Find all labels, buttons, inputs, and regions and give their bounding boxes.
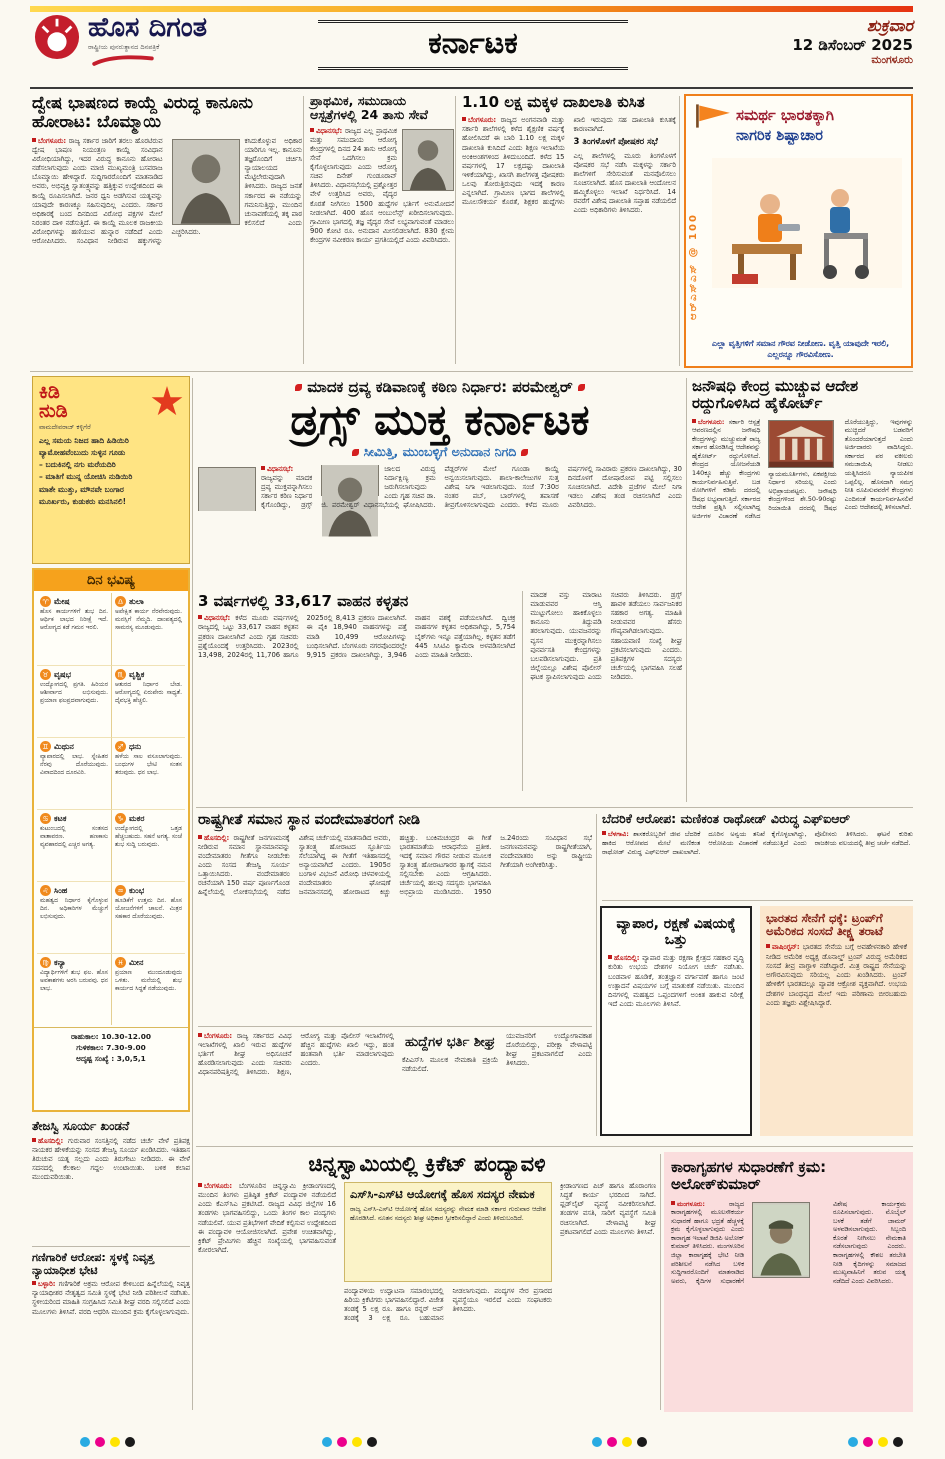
horoscope-box [32, 568, 190, 1112]
header-rule [30, 87, 913, 89]
article-headline: 3 ವರ್ಷಗಳಲ್ಲಿ 33,617 ವಾಹನ ಕಳ್ಳತನ [198, 592, 409, 611]
article-body: ಭಾರತದ ಸೇನೆಯ ಬಗ್ಗೆ ಅವಹೇಳನಕಾರಿ ಹೇಳಿಕೆ ನೀಡಿದ ಅಮೆರಿಕ ಅಧ್ಯಕ್ಷ ಡೊನಾಲ್ಡ್ ಟ್ರಂಪ್ ವಿರುದ್ಧ ಅಮೆರಿಕದ ಸಂಸದೆ ತೀವ್ರ ವಾಗ್ದಾಳಿ ನಡೆಸಿದ್ದಾರೆ. ಮಿತ್ರ ರಾಷ್ಟ್ರದ ಸೇನೆಯನ್ನು ಅಗೌರವಿಸುವುದು ಸರಿಯಲ್ಲ ಎಂದು ಖಂಡಿಸಿದರು. ಟ್ರಂಪ್ ಹೇಳಿಕೆಗೆ ಭಾರತದಲ್ಲೂ ವ್ಯಾಪಕ ಆಕ್ರೋಶ ವ್ಯಕ್ತವಾಗಿದೆ. ಉಭಯ ದೇಶಗಳ ಬಾಂಧವ್ಯದ ಮೇಲೆ ಇದು ಪರಿಣಾಮ ಬೀರಬಹುದು ಎಂದು ತಜ್ಞರು ವಿಶ್ಲೇಷಿಸಿದ್ದಾರೆ. [766, 943, 907, 1007]
registration-marks [848, 1437, 903, 1447]
article-body: ಮಂಗಳೂರಿನ ಜಿಲ್ಲಾ ಕಾರಾಗೃಹಕ್ಕೆ ಭೇಟಿ ನೀಡಿ ಪರಿಶೀಲನೆ ನಡೆಸಿದ ಬಳಿಕ ಸುದ್ದಿಗಾರರೊಂದಿಗೆ ಮಾತನಾಡಿದ ಅವರು, ಕೈದಿಗಳ ಸುಧಾರಣೆಗೆ ವಿಶೇಷ ಕಾರ್ಯಕ್ರಮ ರೂಪಿಸಲಾಗುವುದು. ಮೊಬೈಲ್ ಬಳಕೆ ತಡೆಗೆ ಜಾಮರ್ ಅಳವಡಿಸಲಾಗುವುದು. ಸಿಬ್ಬಂದಿ ಕೊರತೆ ನೀಗಿಸಲು ನೇಮಕಾತಿ ನಡೆಸಲಾಗುವುದು ಎಂದರು. ಕಾರಾಗೃಹಗಳಲ್ಲಿ ಕೌಶಲ ತರಬೇತಿ ನೀಡಿ ಕೈದಿಗಳನ್ನು ಸಮಾಜದ ಮುಖ್ಯವಾಹಿನಿಗೆ ತರುವ ಯತ್ನ ನಡೆದಿದೆ ಎಂದು ವಿವರಿಸಿದರು. [671, 1199, 906, 1285]
kidi-line: ಮಾತೇ ಮುತ್ತು, ಮೌನವೇ ಬಂಗಾರ [39, 484, 124, 494]
horoscope-sign [111, 665, 185, 737]
article-headline: ದ್ವೇಷ ಭಾಷಣದ ಕಾಯ್ದೆ ವಿರುದ್ಧ ಕಾನೂನು ಹೋರಾಟ: ಬೊಮ್ಮಾಯಿ [32, 93, 253, 131]
column-rule [686, 378, 687, 802]
dateline: ಬೆಂಗಳೂರು: [462, 116, 496, 124]
article-body: ಪಂದ್ಯಾವಳಿಯ ಉದ್ಘಾಟನಾ ಸಮಾರಂಭದಲ್ಲಿ ಹಿರಿಯ ಕ್ರಿಕೆಟಿಗರು ಭಾಗವಹಿಸಲಿದ್ದಾರೆ. ವಿಜೇತ ತಂಡಕ್ಕೆ 5 ಲಕ್ಷ ರೂ. ಹಾಗೂ ರನ್ನರ್ ಅಪ್ ತಂಡಕ್ಕೆ 3 ಲಕ್ಷ ರೂ. ಬಹುಮಾನ ನೀಡಲಾಗುವುದು. ಪಂದ್ಯಗಳ ನೇರ ಪ್ರಸಾರದ ವ್ಯವಸ್ಥೆಯೂ ಇರಲಿದೆ ಎಂದು ಸಂಘಟಕರು ತಿಳಿಸಿದರು. [344, 1287, 552, 1323]
cricket-body-left [198, 1182, 336, 1400]
kidi-line: – ಮಾತಿಗೆ ಮುನ್ನ ಯೋಚಿಸಿ ನುಡಿಯಿರಿ [39, 472, 133, 482]
zodiac-text: ವಿದ್ಯಾರ್ಥಿಗಳಿಗೆ ಶುಭ ಫಲ. ಹೊಸ ಅವಕಾಶಗಳು ಅರಸಿ ಬರುವವು. ಧನ ಲಾಭ. [40, 969, 108, 993]
article-body: ಯುವಜನರಿಗೆ ಉದ್ಯೋಗಾವಕಾಶ ದೊರೆಯಲಿದ್ದು, ಪರೀಕ್ಷಾ ವೇಳಾಪಟ್ಟಿ ಶೀಘ್ರ ಪ್ರಕಟವಾಗಲಿದೆ ಎಂದು ತಿಳಿಸಿದರು. [506, 1032, 592, 1068]
article-vandemataram [198, 812, 592, 1020]
article-headline: ರಾಷ್ಟ್ರಗೀತೆ ಸಮಾನ ಸ್ಥಾನ ವಂದೇಮಾತರಂಗೆ ನೀಡಿ [198, 812, 421, 828]
article-body: ರಾಜ್ಯದ ಎಲ್ಲ ಪ್ರಾಥಮಿಕ ಮತ್ತು ಸಮುದಾಯ ಆರೋಗ್ಯ ಕೇಂದ್ರಗಳಲ್ಲಿ ದಿನದ 24 ತಾಸು ಆರೋಗ್ಯ ಸೇವೆ ಒದಗಿಸಲು ಕ್ರಮ ಕೈಗೊಳ್ಳಲಾಗುವುದು ಎಂದು ಆರೋಗ್ಯ ಸಚಿವ ದಿನೇಶ್ ಗುಂಡೂರಾವ್ ತಿಳಿಸಿದರು. ವಿಧಾನಸಭೆಯಲ್ಲಿ ಪ್ರಶ್ನೋತ್ತರ ವೇಳೆ ಉತ್ತರಿಸಿದ ಅವರು, ವೈದ್ಯರ ಕೊರತೆ ನೀಗಿಸಲು 1500 ಹುದ್ದೆಗಳ ಭರ್ತಿಗೆ ಅನುಮೋದನೆ ನೀಡಲಾಗಿದೆ. 400 ಹೊಸ ಆಂಬುಲೆನ್ಸ್ ಖರೀದಿಸಲಾಗುವುದು. ಗ್ರಾಮೀಣ ಭಾಗದಲ್ಲಿ ತಜ್ಞ ವೈದ್ಯರ ಸೇವೆ ಲಭ್ಯವಾಗುವಂತೆ ಮಾಡಲು 900 ಕೋಟಿ ರೂ. ಅನುದಾನ ಮೀಸಲಿಡಲಾಗಿದೆ. 830 ಕ್ಷೇಮ ಕೇಂದ್ರಗಳ ನವೀಕರಣ ಕಾರ್ಯ ಪ್ರಗತಿಯಲ್ಲಿದೆ ಎಂದು ವಿವರಿಸಿದರು. [310, 126, 454, 244]
horoscope-sign [111, 593, 185, 665]
zodiac-icon: ♑ [115, 813, 126, 824]
hiring-body-right [506, 1032, 592, 1140]
column-rule [679, 96, 680, 366]
masthead-tagline: ರಾಷ್ಟ್ರೀಯ ಪುನರುತ್ಥಾನದ ದಿನಪತ್ರಿಕೆ [88, 43, 160, 51]
yellow-dot [878, 1437, 888, 1447]
article-bommai [32, 94, 302, 363]
horoscope-sign [111, 953, 185, 1025]
article-body: ಕಳೆದ ಮೂರು ವರ್ಷಗಳಲ್ಲಿ ರಾಜ್ಯದಲ್ಲಿ ಒಟ್ಟು 33,617 ವಾಹನ ಕಳ್ಳತನ ಪ್ರಕರಣ ದಾಖಲಾಗಿವೆ ಎಂದು ಗೃಹ ಸಚಿವರು ಪ್ರಶ್ನೆಯೊಂದಕ್ಕೆ ಉತ್ತರಿಸಿದರು. 2023ರಲ್ಲಿ 13,498, 2024ರಲ್ಲಿ 11,706 ಹಾಗೂ 2025ರಲ್ಲಿ 8,413 ಪ್ರಕರಣ ದಾಖಲಾಗಿವೆ. ಈ ಪೈಕಿ 18,940 ವಾಹನಗಳನ್ನು ಪತ್ತೆ ಮಾಡಿ 10,499 ಆರೋಪಿಗಳನ್ನು ಬಂಧಿಸಲಾಗಿದೆ. ಬೆಂಗಳೂರು ನಗರವೊಂದರಲ್ಲೇ 9,915 ಪ್ರಕರಣ ದಾಖಲಾಗಿದ್ದು, 3,946 ವಾಹನ ವಶಕ್ಕೆ ಪಡೆಯಲಾಗಿದೆ. ದ್ವಿಚಕ್ರ ವಾಹನಗಳ ಕಳ್ಳತನ ಅಧಿಕವಾಗಿದ್ದು, 5,754 ಬೈಕ್‌ಗಳು ಇನ್ನೂ ಪತ್ತೆಯಾಗಿಲ್ಲ. ಕಳ್ಳತನ ತಡೆಗೆ 445 ಸಿಸಿಟಿವಿ ಕ್ಯಾಮೆರಾ ಅಳವಡಿಸಲಾಗಿದೆ ಎಂದು ಮಾಹಿತಿ ನೀಡಿದರು. [198, 614, 516, 659]
zodiac-icon: ♊ [40, 741, 51, 752]
article-body: ರಾಜ್ಯ ಸರ್ಕಾರದ ವಿವಿಧ ಇಲಾಖೆಗಳಲ್ಲಿ ಖಾಲಿ ಇರುವ ಹುದ್ದೆಗಳ ಭರ್ತಿಗೆ ಶೀಘ್ರ ಅಧಿಸೂಚನೆ ಹೊರಡಿಸಲಾಗುವುದು ಎಂದು ಸಚಿವರು ವಿಧಾನಪರಿಷತ್ತಿನಲ್ಲಿ ತಿಳಿಸಿದರು. ಶಿಕ್ಷಣ, ಆರೋಗ್ಯ ಮತ್ತು ಪೊಲೀಸ್ ಇಲಾಖೆಗಳಲ್ಲಿ ಹೆಚ್ಚಿನ ಹುದ್ದೆಗಳು ಖಾಲಿ ಇದ್ದು, ಹಂತ ಹಂತವಾಗಿ ಭರ್ತಿ ಮಾಡಲಾಗುವುದು ಎಂದರು. [198, 1032, 394, 1077]
column-rule [596, 814, 597, 1136]
cricket-body-center [344, 1287, 552, 1395]
registration-marks [592, 1437, 647, 1447]
kicker-text: ಮಾದಕ ದ್ರವ್ಯ ಕಡಿವಾಣಕ್ಕೆ ಕಠಿಣ ನಿರ್ಧಾರ: ಪರಮೇಶ್ವರ್ [307, 378, 573, 396]
article-hiring [198, 1032, 592, 1140]
yellow-dot [110, 1437, 120, 1447]
ornament-icon [578, 384, 585, 391]
article-headline: ಜನೌಷಧಿ ಕೇಂದ್ರ ಮುಚ್ಚುವ ಆದೇಶ ರದ್ದುಗೊಳಿಸಿದ ಹೈಕೋರ್ಟ್ [692, 377, 859, 413]
article-cricket [198, 1152, 656, 1400]
masthead-title: ಹೊಸ ದಿಗಂತ [88, 12, 208, 43]
article-fir [602, 812, 913, 884]
kidi-nudi-box [32, 376, 190, 564]
divider [32, 1246, 190, 1247]
magenta-dot [863, 1437, 873, 1447]
zodiac-icon: ♉ [40, 669, 51, 680]
article-headline: ಗಣಿಗಾರಿಕೆ ಆರೋಪ: ಸ್ಥಳಕ್ಕೆ ನಿವೃತ್ತ ನ್ಯಾಯಾಧೀಶ ಭೇಟಿ [32, 1251, 155, 1277]
masthead [34, 14, 294, 84]
zodiac-name: ಕುಂಭ [129, 885, 145, 895]
zodiac-text: ಹಳೆಯ ಸಾಲ ವಸೂಲಾಗುವುದು. ಬಂಧುಗಳ ಭೇಟಿ ಸಂತಸ ತರುವುದು. ಧನ ಲಾಭ. [115, 753, 182, 777]
registration-marks [322, 1437, 377, 1447]
kidi-title-1: ಕಿಡಿ [39, 381, 60, 403]
ornament-icon [352, 449, 359, 456]
cyan-dot [592, 1437, 602, 1447]
zodiac-text: ಹೂಡಿಕೆಗೆ ಉತ್ತಮ ದಿನ. ಹೊಸ ಯೋಜನೆಗಳಿಗೆ ಚಾಲನೆ. ಮಿತ್ರರ ಸಹಕಾರ ದೊರೆಯುವುದು. [115, 897, 182, 921]
horoscope-sign [37, 809, 111, 881]
zodiac-text: ಹೊಸ ಕಾರ್ಯಗಳಿಗೆ ಶುಭ ದಿನ. ಆರ್ಥಿಕ ಲಾಭದ ನಿರೀಕ್ಷೆ ಇದೆ. ಆರೋಗ್ಯದ ಕಡೆ ಗಮನ ಇರಲಿ. [40, 608, 108, 632]
zodiac-text: ಉದ್ಯೋಗದಲ್ಲಿ ಪ್ರಗತಿ. ಹಿರಿಯರ ಆಶೀರ್ವಾದ ಲಭಿಸುವುದು. ಪ್ರಯಾಣ ಫಲಪ್ರದವಾಗುವುದು. [40, 681, 108, 705]
dateline: ಮಂಗಳೂರು: [671, 1200, 705, 1208]
ad-illustration [712, 158, 902, 288]
edition-label: ಮಂಗಳೂರು [871, 54, 913, 66]
zodiac-name: ಮೇಷ [54, 596, 70, 606]
horoscope-sign [111, 737, 185, 809]
article-headline: ಬೆದರಿಕೆ ಆರೋಪ: ಮಣಿಕಂತ ರಾಥೋಡ್ ವಿರುದ್ಧ ಎಫ್ಐಆರ್ [602, 811, 851, 826]
horoscope-sign [37, 953, 111, 1025]
black-dot [367, 1437, 377, 1447]
dateline: ಹೊಸದಿಲ್ಲಿ: [32, 1137, 63, 1145]
dateline: ವಿಧಾನಸಭೆ: [261, 465, 293, 473]
kidi-line: ವ್ಯಾಮೋಹವೆಂಬುದು ಸುಳ್ಳಿನ ಗೂಡು [39, 448, 126, 458]
minister-photo [402, 129, 454, 191]
article-body: ಪೆಡ್ಲರ್‌ಗಳ ಮೇಲೆ ಗೂಂಡಾ ಕಾಯ್ದೆ ಅನ್ವಯಿಸಲಾಗುವುದು. ಶಾಲಾ-ಕಾಲೇಜುಗಳ ಸುತ್ತ ವಿಶೇಷ ನಿಗಾ ಇಡಲಾಗುವುದು. ಸಂಜೆ 7:30ರ ನಂತರ ಪಬ್, ಬಾರ್‌ಗಳಲ್ಲಿ ತಪಾಸಣೆ ತೀವ್ರಗೊಳಿಸಲಾಗುವುದು ಎಂದರು. ಕಳೆದ ಮೂರು ವರ್ಷಗಳಲ್ಲಿ ಸಾವಿರಾರು ಪ್ರಕರಣ ದಾಖಲಾಗಿದ್ದು, 30 ದಿನದೊಳಗೆ ದೋಷಾರೋಪ ಪಟ್ಟಿ ಸಲ್ಲಿಸಲು ಸೂಚಿಸಲಾಗಿದೆ. ವಿದೇಶಿ ಪ್ರಜೆಗಳ ಮೇಲೆ ನಿಗಾ ಇಡಲು ವಿಶೇಷ ತಂಡ ರಚಿಸಲಾಗಿದೆ ಎಂದು ವಿವರಿಸಿದರು. [444, 465, 682, 510]
article-prisons-box [664, 1152, 913, 1412]
article-body: ಎಲ್ಲ ಶಾಲೆಗಳಲ್ಲಿ ಮೂರು ತಿಂಗಳೊಳಗೆ ಪೋಷಕರ ಸಭೆ ನಡೆಸಿ ಮಕ್ಕಳನ್ನು ಸರ್ಕಾರಿ ಶಾಲೆಗಳಿಗೆ ಸೇರಿಸುವಂತೆ ಮನವೊಲಿಸಲು ಸೂಚಿಸಲಾಗಿದೆ. ಹೊಸ ದಾಖಲಾತಿ ಆಂದೋಲನ ಹಮ್ಮಿಕೊಳ್ಳಲು ಇಲಾಖೆ ನಿರ್ಧರಿಸಿದೆ. 14 ರವರೆಗೆ ವಿಶೇಷ ದಾಖಲಾತಿ ಸಪ್ತಾಹ ನಡೆಯಲಿದೆ ಎಂದು ಅಧಿಕಾರಿಗಳು ತಿಳಿಸಿದರು. [573, 151, 676, 215]
saffron-flag-icon [694, 102, 732, 130]
article-body: ಕ್ರೀಡಾಂಗಣದ ಪಿಚ್ ಹಾಗೂ ಹೊರಾಂಗಣ ಸಿದ್ಧತೆ ಕಾರ್ಯ ಭರದಿಂದ ಸಾಗಿದೆ. ಫ್ಲಡ್‌ಲೈಟ್ ವ್ಯವಸ್ಥೆ ನವೀಕರಿಸಲಾಗಿದೆ. ತಂಡಗಳ ವಸತಿ, ಸಾರಿಗೆ ವ್ಯವಸ್ಥೆಗೆ ಸಮಿತಿ ರಚಿಸಲಾಗಿದೆ. ವೇಳಾಪಟ್ಟಿ ಶೀಘ್ರ ಪ್ರಕಟವಾಗಲಿದೆ ಎಂದು ಮೂಲಗಳು ತಿಳಿಸಿವೆ. [560, 1182, 656, 1236]
bommai-photo [172, 139, 240, 225]
kidi-line: ಮೂರ್ಖರು, ಕುಡುಕರು ಮನಸಿನಲಿ! [39, 496, 127, 506]
article-body: ಸರ್ಕಾರಿ ಆಸ್ಪತ್ರೆ ಆವರಣದಲ್ಲಿನ ಜನೌಷಧಿ ಕೇಂದ್ರಗಳನ್ನು ಮುಚ್ಚುವಂತೆ ರಾಜ್ಯ ಸರ್ಕಾರ ಹೊರಡಿಸಿದ್ದ ಆದೇಶವನ್ನು ಹೈಕೋರ್ಟ್ ರದ್ದುಗೊಳಿಸಿದೆ. ಕೇಂದ್ರದ ಯೋಜನೆಯಡಿ 140ಕ್ಕೂ ಹೆಚ್ಚು ಕೇಂದ್ರಗಳು ಕಾರ್ಯನಿರ್ವಹಿಸುತ್ತಿವೆ. [692, 417, 761, 486]
masthead-swoosh-icon [88, 53, 158, 67]
article-body: ಸುದ್ದಿಗಾರರೊಂದಿಗೆ ಮಾತನಾಡಿದ ಅವರು, ಅಭಿವ್ಯಕ್ತಿ ಸ್ವಾತಂತ್ರ್ಯವನ್ನು ಹತ್ತಿಕ್ಕುವ ಉದ್ದೇಶದಿಂದ ಈ ಕಾಯ್ದೆ ರೂಪಿಸಲಾಗಿದೆ. ಜನರ ಧ್ವನಿ ಅಡಗಿಸುವ ಯತ್ನವನ್ನು ಯಾವುದೇ ಕಾರಣಕ್ಕೂ ಸಹಿಸುವುದಿಲ್ಲ ಎಂದರು. ಸರ್ಕಾರ ಅಧಿಕಾರಕ್ಕೆ ಬಂದ ದಿನದಿಂದ ವಿರೋಧ ಪಕ್ಷಗಳ ಮೇಲೆ ನಿರಂತರ ದಾಳಿ ನಡೆಸುತ್ತಿದೆ. ಈ ಕಾಯ್ದೆ ಮೂಲಕ ರಾಜಕೀಯ ವಿರೋಧಿಗಳನ್ನು ಹಣಿಯುವ ಹುನ್ನಾರ ನಡೆದಿದೆ ಎಂದು ಆರೋಪಿಸಿದರು. ಸಂವಿಧಾನ ನೀಡಿರುವ ಹಕ್ಕುಗಳನ್ನು ಕಸಿದುಕೊಳ್ಳುವ ಅಧಿಕಾರ ಯಾರಿಗೂ ಇಲ್ಲ. ಕಾನೂನು ತಜ್ಞರೊಂದಿಗೆ ಚರ್ಚಿಸಿ ನ್ಯಾಯಾಲಯದ ಮೆಟ್ಟಿಲೇರುವುದಾಗಿ ತಿಳಿಸಿದರು. ರಾಜ್ಯದ ಜನತೆ ಸರ್ಕಾರದ ಈ ನಡೆಯನ್ನು ಗಮನಿಸುತ್ತಿದ್ದು, ಮುಂದಿನ ಚುನಾವಣೆಯಲ್ಲಿ ತಕ್ಕ ಪಾಠ ಕಲಿಸಲಿದೆ ಎಂದು ಎಚ್ಚರಿಸಿದರು. [32, 136, 302, 245]
article-body: ರಾಜ್ಯವನ್ನು ಮಾದಕ ದ್ರವ್ಯ ಮುಕ್ತವನ್ನಾಗಿಸಲು ಸರ್ಕಾರ ಕಠಿಣ ನಿರ್ಧಾರ ಕೈಗೊಂಡಿದ್ದು, ಡ್ರಗ್ಸ್ ಜಾಲದ ವಿರುದ್ಧ ನಿರ್ದಾಕ್ಷಿಣ್ಯ ಕ್ರಮ ಜರುಗಿಸಲಾಗುವುದು ಎಂದು ಗೃಹ ಸಚಿವ ಡಾ. ಜಿ. ಪರಮೇಶ್ವರ್ ವಿಧಾನಸಭೆಯಲ್ಲಿ ಘೋಷಿಸಿದರು. [261, 465, 436, 510]
article-headline: ಹುದ್ದೆಗಳ ಭರ್ತಿ ಶೀಘ್ರ [404, 1035, 496, 1050]
article-body: ಬಡ ರೋಗಿಗಳಿಗೆ ಕಡಿಮೆ ದರದಲ್ಲಿ ಔಷಧ ಲಭ್ಯವಾಗುತ್ತಿದೆ. ಸರ್ಕಾರದ ಆದೇಶ ಪ್ರಶ್ನಿಸಿ ಸಲ್ಲಿಸಲಾಗಿದ್ದ ಅರ್ಜಿಗಳ ವಿಚಾರಣೆ ನಡೆಸಿದ ನ್ಯಾಯಮೂರ್ತಿಗಳು, ಏಕಪಕ್ಷೀಯ ನಿರ್ಧಾರ ಸರಿಯಲ್ಲ ಎಂದು ಅಭಿಪ್ರಾಯಪಟ್ಟರು. ಜನೌಷಧಿ ಕೇಂದ್ರಗಳಿಂದ ಶೇ.50-90ರಷ್ಟು ರಿಯಾಯಿತಿ ದರದಲ್ಲಿ ಔಷಧ ದೊರೆಯುತ್ತಿದ್ದು, ಇವುಗಳನ್ನು ಮುಚ್ಚಿದರೆ ಬಡವರಿಗೆ ತೊಂದರೆಯಾಗುತ್ತದೆ ಎಂದು ಅರ್ಜಿದಾರರು ವಾದಿಸಿದ್ದರು. ಸರ್ಕಾರದ ಪರ ವಕೀಲರು ಸಮಜಾಯಿಷಿ ನೀಡಲು ಯತ್ನಿಸಿದರೂ ನ್ಯಾಯಪೀಠ ಒಪ್ಪಲಿಲ್ಲ. ಹೊಸದಾಗಿ ಸಮಗ್ರ ನೀತಿ ರೂಪಿಸುವವರೆಗೆ ಕೇಂದ್ರಗಳು ಎಂದಿನಂತೆ ಕಾರ್ಯನಿರ್ವಹಿಸಲಿವೆ ಎಂದು ಆದೇಶದಲ್ಲಿ ತಿಳಿಸಲಾಗಿದೆ. [692, 417, 913, 520]
ornament-icon [521, 449, 528, 456]
horoscope-footer [34, 1027, 188, 1067]
gulikakala: ಗುಳಿಕಕಾಲ: 7.30-9.00 [76, 1043, 146, 1053]
divider [602, 900, 913, 901]
zodiac-icon: ♍ [40, 957, 51, 968]
dateline: ಬೆಂಗಳೂರು: [198, 1182, 232, 1190]
ad-headline-line2: ನಾಗರಿಕ ಶಿಷ್ಟಾಚಾರ [736, 128, 823, 144]
horoscope-sign [37, 665, 111, 737]
dateline: ವಾಷಿಂಗ್ಟನ್: [766, 943, 800, 951]
dateline: ಹೊಸದಿಲ್ಲಿ: [198, 834, 229, 842]
masthead-emblem-icon [34, 14, 80, 60]
ornament-icon [295, 384, 302, 391]
date-label: 12 ಡಿಸೆಂಬರ್ 2025 [792, 36, 913, 54]
ad-caption: ಎಲ್ಲಾ ವೃತ್ತಿಗಳಿಗೆ ಸಮಾನ ಗೌರವ ನೀಡೋಣ. ವೃತ್ತಿ ಯಾವುದೇ ಇರಲಿ, ಎಲ್ಲರನ್ನೂ ಗೌರವಿಸೋಣ. [711, 338, 890, 359]
zodiac-name: ಮಕರ [129, 813, 145, 823]
section-rule [30, 371, 913, 372]
black-dot [125, 1437, 135, 1447]
zodiac-text: ಉದ್ಯೋಗದಲ್ಲಿ ಒತ್ತಡ ಹೆಚ್ಚಬಹುದು. ಸಹನೆ ಅಗತ್ಯ. ಸಂಜೆ ಶುಭ ಸುದ್ದಿ ಬರುವುದು. [115, 825, 182, 849]
article-judge-visit [32, 1252, 190, 1402]
hiring-center [402, 1032, 498, 1140]
dateline: ಹೊಸದಿಲ್ಲಿ: [608, 954, 640, 962]
section-rule [196, 807, 913, 808]
advertisement-box [684, 94, 913, 368]
date-block [705, 16, 913, 67]
column-rule [455, 96, 456, 364]
scst-appointment-box [344, 1182, 552, 1282]
zodiac-text: ಅಪೇಕ್ಷಿತ ಕಾರ್ಯ ನೆರವೇರುವುದು. ಮನಸ್ಸಿಗೆ ನೆಮ್ಮದಿ. ದಾಂಪತ್ಯದಲ್ಲಿ ಸಾಮರಸ್ಯ ಮೂಡುವುದು. [115, 608, 182, 632]
section-rule [196, 1146, 913, 1147]
dateline: ಬೆಳಗಾವಿ: [602, 830, 629, 838]
cyan-dot [322, 1437, 332, 1447]
article-enrollment [462, 94, 676, 348]
article-kicker [198, 378, 682, 396]
article-janaushadhi [692, 378, 913, 784]
article-body: ಗಣಿಗಾರಿಕೆ ಅಕ್ರಮ ಆರೋಪ ಕೇಳಿಬಂದ ಹಿನ್ನೆಲೆಯಲ್ಲಿ ನಿವೃತ್ತ ನ್ಯಾಯಾಧೀಶರ ನೇತೃತ್ವದ ಸಮಿತಿ ಸ್ಥಳಕ್ಕೆ ಭೇಟಿ ನೀಡಿ ಪರಿಶೀಲನೆ ನಡೆಸಿತು. ಸ್ಥಳೀಯರಿಂದ ಮಾಹಿತಿ ಸಂಗ್ರಹಿಸಿದ ಸಮಿತಿ ಶೀಘ್ರ ವರದಿ ಸಲ್ಲಿಸಲಿದೆ ಎಂದು ಮೂಲಗಳು ತಿಳಿಸಿವೆ. ವರದಿ ಆಧರಿಸಿ ಮುಂದಿನ ಕ್ರಮ ಕೈಗೊಳ್ಳಲಾಗುವುದು. [32, 1280, 190, 1316]
article-trade-box [600, 906, 752, 1136]
yellow-dot [622, 1437, 632, 1447]
zodiac-name: ಮೀನ [129, 957, 144, 967]
cyan-dot [80, 1437, 90, 1447]
black-dot [637, 1437, 647, 1447]
ad-headline-line1: ಸಮರ್ಥ ಭಾರತಕ್ಕಾಗಿ [736, 106, 835, 124]
cyan-dot [848, 1437, 858, 1447]
column-rule [660, 1154, 661, 1410]
kidi-author: ವಾಮದೇವರಾಜ್ ಕಳ್ಳಿಗೆರೆ [39, 423, 91, 431]
article-body: ಮಾದಕ ವಸ್ತು ಮಾರಾಟ ಮಾಡುವವರ ಆಸ್ತಿ ಮುಟ್ಟುಗೋಲು ಹಾಕಿಕೊಳ್ಳಲು ಕಾನೂನು ತಿದ್ದುಪಡಿ ತರಲಾಗುವುದು. ಯುವಜನರನ್ನು ವ್ಯಸನ ಮುಕ್ತರನ್ನಾಗಿಸಲು ಪುನರ್ವಸತಿ ಕೇಂದ್ರಗಳನ್ನು ಬಲಪಡಿಸಲಾಗುವುದು. ಪ್ರತಿ ಜಿಲ್ಲೆಯಲ್ಲೂ ವಿಶೇಷ ಪೊಲೀಸ್ ಘಟಕ ಸ್ಥಾಪಿಸಲಾಗುವುದು ಎಂದು ಸಚಿವರು ತಿಳಿಸಿದರು. ಡ್ರಗ್ಸ್ ಹಾವಳಿ ತಡೆಯಲು ಸಾರ್ವಜನಿಕರ ಸಹಕಾರ ಅಗತ್ಯ. ಮಾಹಿತಿ ನೀಡುವವರ ಹೆಸರು ಗೌಪ್ಯವಾಗಿಡಲಾಗುವುದು. ಸಹಾಯವಾಣಿ ಸಂಖ್ಯೆ ಶೀಘ್ರ ಪ್ರಕಟಿಸಲಾಗುವುದು ಎಂದರು. ಪ್ರತಿಪಕ್ಷಗಳ ಸದಸ್ಯರು ಚರ್ಚೆಯಲ್ಲಿ ಭಾಗವಹಿಸಿ ಸಲಹೆ ನೀಡಿದರು. [530, 591, 682, 681]
kidi-line: – ಬದುಕಿನಲ್ಲಿ ನಗು ಮರೆಯದಿರಿ [39, 460, 116, 470]
hiring-body-left [198, 1032, 394, 1140]
horoscope-sign [111, 881, 185, 953]
section-title: ಕರ್ನಾಟಕ [318, 20, 628, 70]
article-tejasvi [32, 1120, 190, 1237]
zodiac-text: ಕುಟುಂಬದಲ್ಲಿ ಸಂತಸದ ವಾತಾವರಣ. ಹಣಕಾಸು ವ್ಯವಹಾರದಲ್ಲಿ ಎಚ್ಚರ ಅಗತ್ಯ. [40, 825, 108, 849]
zodiac-icon: ♈ [40, 596, 51, 607]
column-rule [303, 96, 304, 364]
zodiac-name: ಕಟಕ [54, 813, 67, 823]
subhead-text: ಸೀಮಿತ್ತಿ, ಮುಂಬಳ್ಳಿಗೆ ಅನುದಾನ ನಿಗದಿ [363, 444, 517, 460]
black-dot [893, 1437, 903, 1447]
kidi-title-2: ನುಡಿ [39, 400, 68, 422]
magenta-dot [95, 1437, 105, 1447]
article-hospital [310, 94, 454, 349]
zodiac-icon: ♒ [115, 885, 126, 896]
article-body: ರಾಜ್ಯ ಸರ್ಕಾರ ಜಾರಿಗೆ ತರಲು ಹೊರಟಿರುವ ದ್ವೇಷ ಭಾಷಣ ನಿಯಂತ್ರಣ ಕಾಯ್ದೆ ಸಂವಿಧಾನ ವಿರೋಧಿಯಾಗಿದ್ದು, ಇದರ ವಿರುದ್ಧ ಕಾನೂನು ಹೋರಾಟ ನಡೆಸಲಾಗುವುದು ಎಂದು ಮಾಜಿ ಮುಖ್ಯಮಂತ್ರಿ ಬಸವರಾಜ ಬೊಮ್ಮಾಯಿ ಹೇಳಿದ್ದಾರೆ. [32, 136, 163, 182]
zodiac-icon: ♋ [40, 813, 51, 824]
spark-icon [151, 386, 183, 418]
yellow-dot [352, 1437, 362, 1447]
horoscope-title: ದಿನ ಭವಿಷ್ಯ [34, 570, 188, 591]
drugs-body-continued [530, 591, 682, 791]
article-headline: ಪ್ರಾಥಮಿಕ, ಸಮುದಾಯ ಆಸ್ಪತ್ರೆಗಳಲ್ಲಿ 24 ತಾಸು ಸೇವೆ [310, 93, 428, 123]
article-subhead: 3 ತಿಂಗಳೊಳಗೆ ಪೋಷಕರ ಸಭೆ [573, 137, 658, 148]
zodiac-icon: ♌ [40, 885, 51, 896]
rahukala: ರಾಹುಕಾಲ: 10.30-12.00 [70, 1032, 152, 1041]
article-body: ಶಾಸಕರೊಬ್ಬರಿಗೆ ಜೀವ ಬೆದರಿಕೆ ಹಾಕಿದ ಆರೋಪದ ಮೇಲೆ ಮಣಿಕಂತ ರಾಥೋಡ್ ವಿರುದ್ಧ ಎಫ್ಐಆರ್ ದಾಖಲಾಗಿದೆ. ದೂರಿನ ಅನ್ವಯ ತನಿಖೆ ಕೈಗೊಳ್ಳಲಾಗಿದ್ದು, ಆರೋಪಿಯ ವಿಚಾರಣೆ ನಡೆಯುತ್ತಿದೆ ಎಂದು ಪೊಲೀಸರು ತಿಳಿಸಿದರು. ಘಟನೆ ಕುರಿತು ರಾಜಕೀಯ ವಲಯದಲ್ಲಿ ತೀವ್ರ ಚರ್ಚೆ ನಡೆದಿದೆ. [602, 830, 913, 856]
dateline: ವಿಧಾನಸಭೆ: [310, 127, 342, 135]
weekday-label: ಶುಕ್ರವಾರ [866, 16, 913, 35]
magenta-dot [337, 1437, 347, 1447]
article-headline: ಭಾರತದ ಸೇನೆಗೆ ಧಕ್ಕೆ: ಟ್ರಂಪ್‌ಗೆ ಅಮೆರಿಕದ ಸಂಸದೆ ತೀಕ್ಷ್ಣ ತರಾಟೆ [766, 911, 883, 939]
zodiac-name: ಮಿಥುನ [54, 741, 74, 751]
dateline: ಬೆಂಗಳೂರು: [198, 1032, 232, 1040]
article-body: ಬೆಂಗಳೂರಿನ ಚಿನ್ನಸ್ವಾಮಿ ಕ್ರೀಡಾಂಗಣದಲ್ಲಿ ಮುಂದಿನ ತಿಂಗಳು ಪ್ರತಿಷ್ಠಿತ ಕ್ರಿಕೆಟ್ ಪಂದ್ಯಾವಳಿ ನಡೆಯಲಿದೆ ಎಂದು ಕೆಎಸ್‌ಸಿಎ ಪ್ರಕಟಿಸಿದೆ. ರಾಜ್ಯದ ವಿವಿಧ ಜಿಲ್ಲೆಗಳ 16 ತಂಡಗಳು ಭಾಗವಹಿಸಲಿದ್ದು, ಒಂದು ತಿಂಗಳ ಕಾಲ ಪಂದ್ಯಗಳು ನಡೆಯಲಿವೆ. ಯುವ ಪ್ರತಿಭೆಗಳಿಗೆ ವೇದಿಕೆ ಕಲ್ಪಿಸುವ ಉದ್ದೇಶದಿಂದ ಈ ಪಂದ್ಯಾವಳಿ ಆಯೋಜಿಸಲಾಗಿದೆ. ಪ್ರವೇಶ ಉಚಿತವಾಗಿದ್ದು, ಕ್ರಿಕೆಟ್ ಪ್ರೇಮಿಗಳು ಹೆಚ್ಚಿನ ಸಂಖ್ಯೆಯಲ್ಲಿ ಭಾಗವಹಿಸುವಂತೆ ಕೋರಲಾಗಿದೆ. [198, 1182, 336, 1254]
article-body: ಗುರುವಾರ ಸಂಸತ್ತಿನಲ್ಲಿ ನಡೆದ ಚರ್ಚೆ ವೇಳೆ ಪ್ರತಿಪಕ್ಷ ನಾಯಕರ ಹೇಳಿಕೆಯನ್ನು ಸಂಸದ ತೇಜಸ್ವಿ ಸೂರ್ಯ ಖಂಡಿಸಿದರು. ಇತಿಹಾಸ ತಿರುಚುವ ಯತ್ನ ಸಲ್ಲದು ಎಂದು ತಿರುಗೇಟು ನೀಡಿದರು. ಈ ವೇಳೆ ಸದನದಲ್ಲಿ ಕೆಲಕಾಲ ಗದ್ದಲ ಉಂಟಾಯಿತು. ಬಳಿಕ ಕಲಾಪ ಮುಂದುವರಿಯಿತು. [32, 1136, 190, 1182]
article-trump-box [760, 906, 913, 1136]
zodiac-name: ಧನು [129, 741, 142, 751]
zodiac-name: ವೃಷಭ [54, 669, 71, 679]
article-body: ರಾಷ್ಟ್ರಗೀತೆ ಜನಗಣಮನಕ್ಕೆ ನೀಡಿರುವ ಸಮಾನ ಸ್ಥಾನಮಾನವನ್ನು ವಂದೇಮಾತರಂ ಗೀತೆಗೂ ನೀಡಬೇಕು ಎಂದು ಸಂಸದ ತೇಜಸ್ವಿ ಸೂರ್ಯ ಒತ್ತಾಯಿಸಿದರು. ವಂದೇಮಾತರಂ ರಚನೆಯಾಗಿ 150 ವರ್ಷ ಪೂರ್ಣಗೊಂಡ ಹಿನ್ನೆಲೆಯಲ್ಲಿ ಲೋಕಸಭೆಯಲ್ಲಿ ನಡೆದ ವಿಶೇಷ ಚರ್ಚೆಯಲ್ಲಿ ಮಾತನಾಡಿದ ಅವರು, ಸ್ವಾತಂತ್ರ್ಯ ಹೋರಾಟದ ಸ್ಫೂರ್ತಿಯ ಸೆಲೆಯಾಗಿದ್ದ ಈ ಗೀತೆಗೆ ಇತಿಹಾಸದಲ್ಲಿ ಅನ್ಯಾಯವಾಗಿದೆ ಎಂದರು. 1905ರ ಬಂಗಾಳ ವಿಭಜನೆ ವಿರೋಧಿ ಚಳವಳಿಯಲ್ಲಿ ವಂದೇಮಾತರಂ ಘೋಷಣೆ ಜನಮಾನಸದಲ್ಲಿ ಹೋರಾಟದ ಕಿಚ್ಚು ಹಚ್ಚಿತ್ತು. ಬಂಕಿಮಚಂದ್ರರ ಈ ಗೀತೆ ಭಾರತಮಾತೆಯ ಆರಾಧನೆಯ ಪ್ರತೀಕ. ಇದಕ್ಕೆ ಸಮಾನ ಗೌರವ ನೀಡುವ ಮೂಲಕ ಸ್ವಾತಂತ್ರ್ಯ ಹೋರಾಟಗಾರರ ತ್ಯಾಗಕ್ಕೆ ನಮನ ಸಲ್ಲಿಸಬೇಕು ಎಂದು ಆಗ್ರಹಿಸಿದರು. ಚರ್ಚೆಯಲ್ಲಿ ಹಲವು ಸದಸ್ಯರು ಭಾಗವಹಿಸಿ ಅಭಿಪ್ರಾಯ ಮಂಡಿಸಿದರು. 1950 ಜ.24ರಂದು ಸಂವಿಧಾನ ಸಭೆ ಜನಗಣಮನವನ್ನು ರಾಷ್ಟ್ರಗೀತೆಯಾಗಿ, ವಂದೇಮಾತರಂ ಅನ್ನು ರಾಷ್ಟ್ರೀಯ ಗೀತೆಯಾಗಿ ಅಂಗೀಕರಿಸಿತ್ತು. [198, 833, 592, 897]
zodiac-text: ಮಹತ್ವದ ನಿರ್ಧಾರ ಕೈಗೊಳ್ಳುವ ದಿನ. ಅಧಿಕಾರಿಗಳ ಮೆಚ್ಚುಗೆ ಲಭಿಸುವುದು. [40, 897, 108, 921]
horoscope-sign [37, 737, 111, 809]
zodiac-name: ಕನ್ಯಾ [54, 957, 66, 967]
zodiac-text: ಆತುರದ ನಿರ್ಧಾರ ಬೇಡ. ಆರೋಗ್ಯದಲ್ಲಿ ಏರುಪೇರು ಸಾಧ್ಯತೆ. ದೈವಭಕ್ತಿ ಹೆಚ್ಚಲಿ. [115, 681, 182, 705]
zodiac-icon: ♓ [115, 957, 126, 968]
article-headline: ಎಸ್‌ಸಿ-ಎಸ್‌ಟಿ ಆಯೋಗಕ್ಕೆ ಹೊಸ ಸದಸ್ಯರ ನೇಮಕ [350, 1187, 535, 1202]
divider [198, 1026, 592, 1027]
lead-subhead [198, 444, 682, 460]
zodiac-icon: ♐ [115, 741, 126, 752]
highcourt-photo [768, 420, 834, 468]
kidi-line: ಎಲ್ಲ ಸಮಯ ನಿಜದ ಹಾದಿ ಹಿಡಿಯಿರಿ [39, 436, 129, 445]
article-body: ರಾಜ್ಯದ ಕಾರಾಗೃಹಗಳಲ್ಲಿ ಮೂಲಸೌಕರ್ಯ ಸುಧಾರಣೆ ಹಾಗೂ ಭದ್ರತೆ ಹೆಚ್ಚಳಕ್ಕೆ ಕ್ರಮ ಕೈಗೊಳ್ಳಲಾಗುವುದು ಎಂದು ಕಾರಾಗೃಹ ಇಲಾಖೆ ಡಿಜಿಪಿ ಅಲೋಕ್ ಕುಮಾರ್ ತಿಳಿಸಿದರು. [671, 1199, 744, 1251]
magenta-dot [607, 1437, 617, 1447]
lead-headline: ಡ್ರಗ್ಸ್ ಮುಕ್ತ ಕರ್ನಾಟಕ [290, 395, 590, 444]
dateline: ವಿಧಾನಸಭೆ: [198, 614, 230, 622]
article-body: ವ್ಯಾಪಾರ ಮತ್ತು ರಕ್ಷಣಾ ಕ್ಷೇತ್ರದ ಸಹಕಾರ ವೃದ್ಧಿ ಕುರಿತು ಉಭಯ ದೇಶಗಳ ನಿಯೋಗ ಚರ್ಚೆ ನಡೆಸಿತು. ಬಂಡವಾಳ ಹೂಡಿಕೆ, ತಂತ್ರಜ್ಞಾನ ವರ್ಗಾವಣೆ ಹಾಗೂ ಜಂಟಿ ಉತ್ಪಾದನೆ ವಿಷಯಗಳ ಬಗ್ಗೆ ಮಾತುಕತೆ ನಡೆಯಿತು. ಮುಂದಿನ ದಿನಗಳಲ್ಲಿ ಮಹತ್ವದ ಒಪ್ಪಂದಗಳಿಗೆ ಅಂಕಿತ ಹಾಕುವ ನಿರೀಕ್ಷೆ ಇದೆ ಎಂದು ಮೂಲಗಳು ತಿಳಿಸಿವೆ. [608, 954, 744, 1009]
officer-photo [752, 1202, 810, 1278]
cricket-center [344, 1182, 552, 1400]
article-headline: ಚಿನ್ನಸ್ವಾಮಿಯಲ್ಲಿ ಕ್ರಿಕೆಟ್ ಪಂದ್ಯಾವಳಿ [308, 1152, 546, 1176]
article-body: ರಾಜ್ಯ ಎಸ್‌ಸಿ-ಎಸ್‌ಟಿ ಆಯೋಗಕ್ಕೆ ಹೊಸ ಸದಸ್ಯರನ್ನು ನೇಮಕ ಮಾಡಿ ಸರ್ಕಾರ ಗುರುವಾರ ಆದೇಶ ಹೊರಡಿಸಿದೆ. ನೂತನ ಸದಸ್ಯರು ಶೀಘ್ರ ಅಧಿಕಾರ ಸ್ವೀಕರಿಸಲಿದ್ದಾರೆ ಎಂದು ತಿಳಿದುಬಂದಿದೆ. [350, 1205, 546, 1222]
horoscope-grid [34, 591, 188, 1027]
horoscope-sign [37, 881, 111, 953]
zodiac-name: ತುಲಾ [129, 596, 144, 606]
column-rule [192, 378, 193, 1410]
article-body: ಕೆಪಿಎಸ್‌ಸಿ ಮೂಲಕ ನೇಮಕಾತಿ ಪ್ರಕ್ರಿಯೆ ನಡೆಯಲಿದೆ. [402, 1055, 498, 1074]
zodiac-name: ಸಿಂಹ [54, 885, 68, 895]
zodiac-icon: ♎ [115, 596, 126, 607]
lucky-number: ಅದೃಷ್ಟ ಸಂಖ್ಯೆ : 3,0,5,1 [76, 1054, 146, 1064]
zodiac-text: ಪ್ರಯಾಣ ಮುಂದೂಡುವುದು ಒಳಿತು. ಮನೆಯಲ್ಲಿ ಶುಭ ಕಾರ್ಯದ ಸಿದ್ಧತೆ ನಡೆಯುವುದು. [115, 969, 182, 993]
ad-vertical-text: ಆರ್‌ಎಸ್‌ಎಸ್ @ 100 [688, 213, 699, 320]
article-body: ರಾಜ್ಯದ ಅಂಗನವಾಡಿ ಮತ್ತು ಸರ್ಕಾರಿ ಶಾಲೆಗಳಲ್ಲಿ ಕಳೆದ ಶೈಕ್ಷಣಿಕ ವರ್ಷಕ್ಕೆ ಹೋಲಿಸಿದರೆ ಈ ಬಾರಿ 1.10 ಲಕ್ಷ ಮಕ್ಕಳ ದಾಖಲಾತಿ ಕುಸಿದಿದೆ ಎಂದು ಶಿಕ್ಷಣ ಇಲಾಖೆಯ ಅಂಕಿಅಂಶಗಳಿಂದ ತಿಳಿದುಬಂದಿದೆ. ಕಳೆದ 15 ವರ್ಷಗಳಲ್ಲಿ 17 ಲಕ್ಷದಷ್ಟು ದಾಖಲಾತಿ ಇಳಿಕೆಯಾಗಿದ್ದು, ಖಾಸಗಿ ಶಾಲೆಗಳತ್ತ ಪೋಷಕರು ಒಲವು ತೋರುತ್ತಿರುವುದು ಇದಕ್ಕೆ ಕಾರಣ ಎನ್ನಲಾಗಿದೆ. ಗ್ರಾಮೀಣ ಭಾಗದ ಶಾಲೆಗಳಲ್ಲಿ ಮೂಲಸೌಕರ್ಯ ಕೊರತೆ, ಶಿಕ್ಷಕರ ಹುದ್ದೆಗಳು ಖಾಲಿ ಇರುವುದು ಸಹ ದಾಖಲಾತಿ ಕುಸಿತಕ್ಕೆ ಕಾರಣವಾಗಿದೆ. [462, 116, 676, 207]
dateline: ಬೆಂಗಳೂರು: [32, 137, 66, 145]
article-vehicle-theft [198, 591, 523, 791]
zodiac-icon: ♏ [115, 669, 126, 680]
article-headline: ವ್ಯಾಪಾರ, ರಕ್ಷಣೆ ವಿಷಯಕ್ಕೆ ಒತ್ತು [616, 916, 736, 949]
dateline: ಬಳ್ಳಾರಿ: [32, 1280, 55, 1288]
zodiac-name: ವೃಶ್ಚಿಕ [129, 669, 145, 679]
zodiac-text: ವ್ಯಾಪಾರದಲ್ಲಿ ಲಾಭ. ಸ್ನೇಹಿತರ ನೆರವು ದೊರೆಯುವುದು. ವಿವಾದದಿಂದ ದೂರವಿರಿ. [40, 753, 108, 777]
horoscope-sign [37, 593, 111, 665]
article-headline: 1.10 ಲಕ್ಷ ಮಕ್ಕಳ ದಾಖಲಾತಿ ಕುಸಿತ [462, 93, 645, 111]
horoscope-sign [111, 809, 185, 881]
article-drugs-lead [198, 378, 682, 791]
registration-marks [80, 1437, 135, 1447]
dateline: ಬೆಂಗಳೂರು: [692, 418, 724, 426]
cricket-body-right [560, 1182, 656, 1400]
article-headline: ತೇಜಸ್ವಿ ಸೂರ್ಯ ಖಂಡನೆ [32, 1119, 130, 1133]
article-headline: ಕಾರಾಗೃಹಗಳ ಸುಧಾರಣೆಗೆ ಕ್ರಮ: ಅಲೋಕ್‌ಕುಮಾರ್ [671, 1158, 827, 1194]
